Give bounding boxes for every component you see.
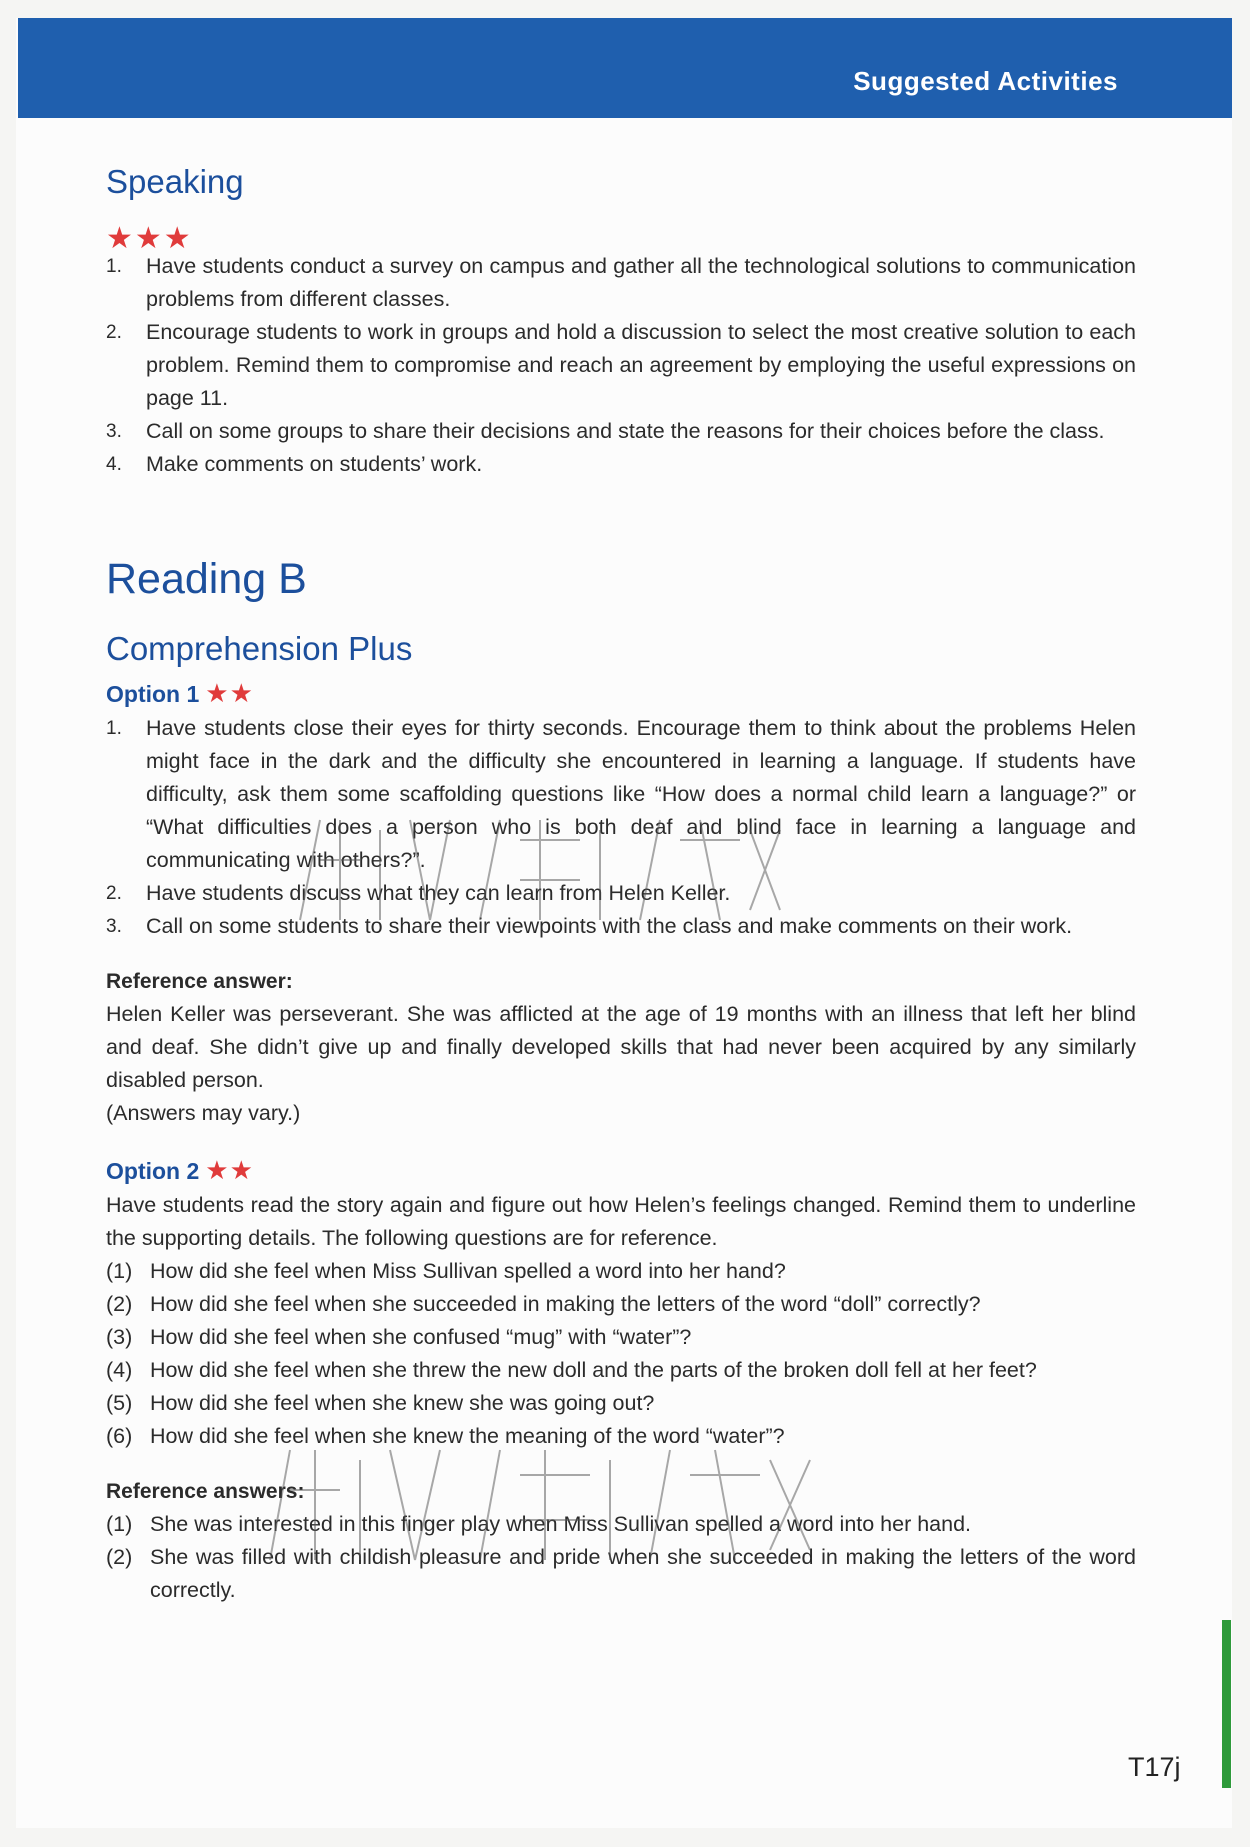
list-item: (2) She was filled with childish pleasure and pride when she succeeded in making the letters of the word correctly. [106,1545,1136,1602]
list-item: (1) How did she feel when Miss Sullivan spelled a word into her hand? [106,1259,786,1283]
option2-stars: ★★ [205,1155,254,1185]
option1-reference-note: (Answers may vary.) [106,1101,301,1125]
list-item: 4. Make comments on students’ work. [106,452,483,476]
option1-reference-heading: Reference answer: [106,970,293,993]
option1-steps-list [106,712,1136,943]
option2-answers-list [106,1508,1136,1607]
page-number: T17j [1128,1752,1181,1782]
option1-label: Option 1 [106,681,200,707]
speaking-difficulty-stars: ★★★ [106,222,193,255]
speaking-steps-list [106,250,1136,481]
list-item: (4) How did she feel when she threw the new doll and the parts of the broken doll fell at her feet? [106,1358,1037,1382]
list-item: 3. Call on some groups to share their decisions and state the reasons for their choices before the class. [106,419,1105,443]
reading-heading: Reading B [106,555,307,603]
list-item: (5) How did she feel when she knew she was going out? [106,1391,655,1415]
option2-reference-heading: Reference answers: [106,1480,305,1503]
list-item: 1. Have students conduct a survey on campus and gather all the technological solutions to communication problems from different classes. [106,254,1136,311]
list-item: (2) How did she feel when she succeeded in making the letters of the word “doll” correctly? [106,1292,981,1316]
list-item: (1) She was interested in this finger play when Miss Sullivan spelled a word into her hand. [106,1512,972,1536]
list-item: 1. Have students close their eyes for thirty seconds. Encourage them to think about the problems Helen might face in the dark and the difficulty she encountered in learning a language. If students have difficulty, ask them some scaffolding questions like “How does a normal child learn a language?” or “What difficulties does a person who is both deaf and blind face in learning a language and communicating with others?”. [106,716,1136,872]
option2-intro: Have students read the story again and figure out how Helen’s feelings changed. Remind them to underline the supporting details. The following questions are for reference. [106,1193,1136,1250]
header-title: Suggested Activities [853,66,1118,96]
list-item: 2. Encourage students to work in groups and hold a discussion to select the most creative solution to each problem. Remind them to compromise and reach an agreement by employing the useful expressions on page 11. [106,320,1136,410]
list-item: 3. Call on some students to share their viewpoints with the class and make comments on their work. [106,914,1073,938]
option1-title [106,677,1136,712]
option1-stars: ★★ [205,678,254,708]
page-content [106,160,1136,1607]
comprehension-plus-heading: Comprehension Plus [106,630,413,667]
list-item: 2. Have students discuss what they can learn from Helen Keller. [106,881,731,905]
list-item: (3) How did she feel when she confused “mug” with “water”? [106,1325,692,1349]
edge-marker-bar [1222,1620,1231,1788]
option2-questions-list [106,1255,1136,1453]
list-item: (6) How did she feel when she knew the meaning of the word “water”? [106,1424,785,1448]
speaking-heading: Speaking [106,163,244,200]
option2-title [106,1154,1136,1189]
option1-reference-text: Helen Keller was perseverant. She was afflicted at the age of 19 months with an illness that left her blind and deaf. She didn’t give up and finally developed skills that had never been acquired by any similarly disabled person. [106,1002,1136,1092]
option2-label: Option 2 [106,1158,200,1184]
